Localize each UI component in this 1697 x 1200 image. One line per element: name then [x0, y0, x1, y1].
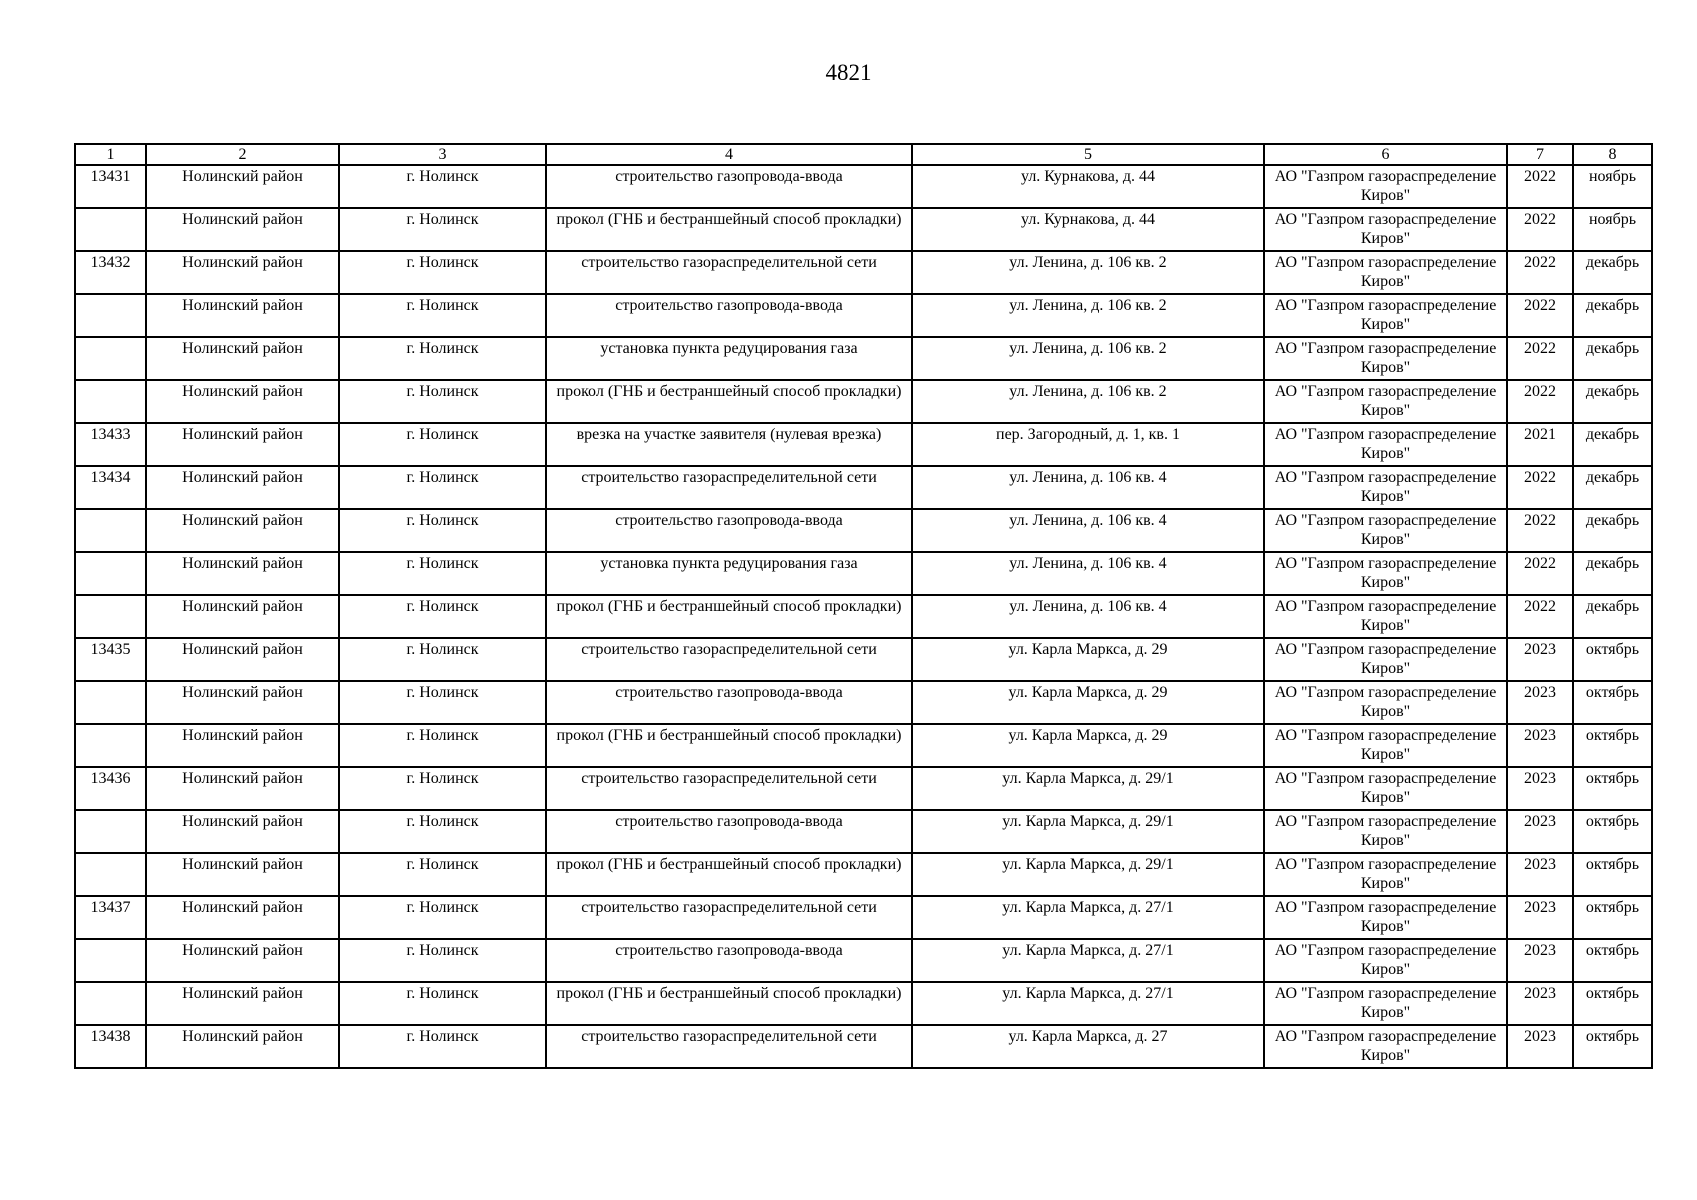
district-cell: Нолинский район [146, 337, 339, 380]
year-cell: 2022 [1507, 251, 1573, 294]
column-header: 2 [146, 144, 339, 165]
address-cell: ул. Ленина, д. 106 кв. 2 [912, 380, 1264, 423]
month-cell: октябрь [1573, 681, 1652, 724]
month-cell: октябрь [1573, 1025, 1652, 1068]
locality-cell: г. Нолинск [339, 724, 546, 767]
year-cell: 2023 [1507, 638, 1573, 681]
month-cell: декабрь [1573, 509, 1652, 552]
month-cell: октябрь [1573, 767, 1652, 810]
organization-cell: АО "Газпром газораспределение Киров" [1264, 337, 1507, 380]
year-cell: 2022 [1507, 466, 1573, 509]
year-cell: 2023 [1507, 767, 1573, 810]
year-cell: 2023 [1507, 853, 1573, 896]
address-cell: ул. Карла Маркса, д. 29 [912, 724, 1264, 767]
work-type-cell: прокол (ГНБ и бестраншейный способ прокладки) [546, 853, 912, 896]
table-row [75, 681, 1652, 724]
row-id-cell [75, 853, 146, 896]
month-cell: декабрь [1573, 552, 1652, 595]
address-cell: ул. Карла Маркса, д. 29 [912, 638, 1264, 681]
organization-cell: АО "Газпром газораспределение Киров" [1264, 294, 1507, 337]
organization-cell: АО "Газпром газораспределение Киров" [1264, 423, 1507, 466]
address-cell: ул. Ленина, д. 106 кв. 4 [912, 466, 1264, 509]
table-row [75, 853, 1652, 896]
table-row [75, 337, 1652, 380]
organization-cell: АО "Газпром газораспределение Киров" [1264, 466, 1507, 509]
month-cell: октябрь [1573, 810, 1652, 853]
row-id-cell [75, 337, 146, 380]
address-cell: ул. Ленина, д. 106 кв. 4 [912, 595, 1264, 638]
year-cell: 2022 [1507, 380, 1573, 423]
column-header: 6 [1264, 144, 1507, 165]
district-cell: Нолинский район [146, 165, 339, 208]
work-type-cell: строительство газопровода-ввода [546, 509, 912, 552]
table-row [75, 165, 1652, 208]
locality-cell: г. Нолинск [339, 896, 546, 939]
work-type-cell: установка пункта редуцирования газа [546, 337, 912, 380]
month-cell: октябрь [1573, 853, 1652, 896]
registry-table [74, 143, 1653, 1069]
column-header: 1 [75, 144, 146, 165]
district-cell: Нолинский район [146, 638, 339, 681]
row-id-cell [75, 595, 146, 638]
district-cell: Нолинский район [146, 681, 339, 724]
month-cell: декабрь [1573, 466, 1652, 509]
work-type-cell: строительство газопровода-ввода [546, 165, 912, 208]
table-row [75, 552, 1652, 595]
row-id-cell [75, 982, 146, 1025]
month-cell: октябрь [1573, 982, 1652, 1025]
table-row [75, 638, 1652, 681]
district-cell: Нолинский район [146, 208, 339, 251]
month-cell: октябрь [1573, 724, 1652, 767]
locality-cell: г. Нолинск [339, 337, 546, 380]
column-header: 3 [339, 144, 546, 165]
year-cell: 2022 [1507, 208, 1573, 251]
organization-cell: АО "Газпром газораспределение Киров" [1264, 638, 1507, 681]
work-type-cell: строительство газопровода-ввода [546, 294, 912, 337]
month-cell: декабрь [1573, 423, 1652, 466]
work-type-cell: строительство газораспределительной сети [546, 466, 912, 509]
work-type-cell: строительство газораспределительной сети [546, 1025, 912, 1068]
work-type-cell: прокол (ГНБ и бестраншейный способ прокладки) [546, 724, 912, 767]
year-cell: 2023 [1507, 982, 1573, 1025]
locality-cell: г. Нолинск [339, 165, 546, 208]
organization-cell: АО "Газпром газораспределение Киров" [1264, 1025, 1507, 1068]
locality-cell: г. Нолинск [339, 294, 546, 337]
district-cell: Нолинский район [146, 251, 339, 294]
row-id-cell [75, 208, 146, 251]
organization-cell: АО "Газпром газораспределение Киров" [1264, 939, 1507, 982]
year-cell: 2023 [1507, 939, 1573, 982]
year-cell: 2022 [1507, 294, 1573, 337]
locality-cell: г. Нолинск [339, 767, 546, 810]
district-cell: Нолинский район [146, 509, 339, 552]
district-cell: Нолинский район [146, 724, 339, 767]
table-row [75, 810, 1652, 853]
locality-cell: г. Нолинск [339, 638, 546, 681]
district-cell: Нолинский район [146, 896, 339, 939]
work-type-cell: строительство газораспределительной сети [546, 638, 912, 681]
locality-cell: г. Нолинск [339, 1025, 546, 1068]
table-row [75, 767, 1652, 810]
organization-cell: АО "Газпром газораспределение Киров" [1264, 251, 1507, 294]
district-cell: Нолинский район [146, 380, 339, 423]
table-row [75, 294, 1652, 337]
organization-cell: АО "Газпром газораспределение Киров" [1264, 165, 1507, 208]
locality-cell: г. Нолинск [339, 208, 546, 251]
work-type-cell: прокол (ГНБ и бестраншейный способ прокладки) [546, 208, 912, 251]
row-id-cell: 13436 [75, 767, 146, 810]
year-cell: 2022 [1507, 165, 1573, 208]
district-cell: Нолинский район [146, 466, 339, 509]
address-cell: ул. Карла Маркса, д. 27/1 [912, 896, 1264, 939]
row-id-cell [75, 681, 146, 724]
table-row [75, 724, 1652, 767]
work-type-cell: строительство газораспределительной сети [546, 767, 912, 810]
table-row [75, 380, 1652, 423]
district-cell: Нолинский район [146, 423, 339, 466]
locality-cell: г. Нолинск [339, 380, 546, 423]
organization-cell: АО "Газпром газораспределение Киров" [1264, 853, 1507, 896]
district-cell: Нолинский район [146, 552, 339, 595]
table-row [75, 982, 1652, 1025]
locality-cell: г. Нолинск [339, 982, 546, 1025]
address-cell: ул. Карла Маркса, д. 29/1 [912, 810, 1264, 853]
locality-cell: г. Нолинск [339, 423, 546, 466]
table-header [75, 144, 1652, 165]
column-header: 7 [1507, 144, 1573, 165]
work-type-cell: врезка на участке заявителя (нулевая врезка) [546, 423, 912, 466]
row-id-cell [75, 552, 146, 595]
locality-cell: г. Нолинск [339, 509, 546, 552]
month-cell: декабрь [1573, 251, 1652, 294]
work-type-cell: строительство газопровода-ввода [546, 810, 912, 853]
month-cell: декабрь [1573, 595, 1652, 638]
address-cell: ул. Карла Маркса, д. 27/1 [912, 939, 1264, 982]
organization-cell: АО "Газпром газораспределение Киров" [1264, 896, 1507, 939]
row-id-cell: 13438 [75, 1025, 146, 1068]
row-id-cell: 13432 [75, 251, 146, 294]
locality-cell: г. Нолинск [339, 251, 546, 294]
row-id-cell [75, 724, 146, 767]
locality-cell: г. Нолинск [339, 466, 546, 509]
organization-cell: АО "Газпром газораспределение Киров" [1264, 982, 1507, 1025]
table-row [75, 251, 1652, 294]
address-cell: ул. Карла Маркса, д. 27/1 [912, 982, 1264, 1025]
work-type-cell: строительство газораспределительной сети [546, 251, 912, 294]
year-cell: 2022 [1507, 552, 1573, 595]
organization-cell: АО "Газпром газораспределение Киров" [1264, 810, 1507, 853]
table-body [75, 165, 1652, 1068]
column-header: 5 [912, 144, 1264, 165]
district-cell: Нолинский район [146, 767, 339, 810]
table-row [75, 1025, 1652, 1068]
locality-cell: г. Нолинск [339, 552, 546, 595]
year-cell: 2023 [1507, 724, 1573, 767]
row-id-cell [75, 810, 146, 853]
organization-cell: АО "Газпром газораспределение Киров" [1264, 208, 1507, 251]
row-id-cell: 13435 [75, 638, 146, 681]
district-cell: Нолинский район [146, 939, 339, 982]
work-type-cell: строительство газопровода-ввода [546, 681, 912, 724]
address-cell: ул. Карла Маркса, д. 29/1 [912, 767, 1264, 810]
district-cell: Нолинский район [146, 810, 339, 853]
work-type-cell: строительство газораспределительной сети [546, 896, 912, 939]
table-row [75, 208, 1652, 251]
row-id-cell [75, 294, 146, 337]
work-type-cell: строительство газопровода-ввода [546, 939, 912, 982]
address-cell: ул. Курнакова, д. 44 [912, 208, 1264, 251]
year-cell: 2022 [1507, 337, 1573, 380]
table-row [75, 595, 1652, 638]
address-cell: ул. Ленина, д. 106 кв. 2 [912, 294, 1264, 337]
address-cell: ул. Ленина, д. 106 кв. 4 [912, 552, 1264, 595]
page-number: 4821 [825, 60, 872, 85]
year-cell: 2021 [1507, 423, 1573, 466]
column-header: 8 [1573, 144, 1652, 165]
organization-cell: АО "Газпром газораспределение Киров" [1264, 380, 1507, 423]
address-cell: ул. Ленина, д. 106 кв. 2 [912, 337, 1264, 380]
table-row [75, 466, 1652, 509]
row-id-cell: 13437 [75, 896, 146, 939]
locality-cell: г. Нолинск [339, 595, 546, 638]
locality-cell: г. Нолинск [339, 939, 546, 982]
district-cell: Нолинский район [146, 982, 339, 1025]
organization-cell: АО "Газпром газораспределение Киров" [1264, 509, 1507, 552]
locality-cell: г. Нолинск [339, 853, 546, 896]
district-cell: Нолинский район [146, 1025, 339, 1068]
row-id-cell [75, 509, 146, 552]
month-cell: декабрь [1573, 294, 1652, 337]
row-id-cell [75, 380, 146, 423]
organization-cell: АО "Газпром газораспределение Киров" [1264, 681, 1507, 724]
year-cell: 2022 [1507, 509, 1573, 552]
address-cell: ул. Курнакова, д. 44 [912, 165, 1264, 208]
table-row [75, 896, 1652, 939]
row-id-cell: 13433 [75, 423, 146, 466]
district-cell: Нолинский район [146, 595, 339, 638]
district-cell: Нолинский район [146, 294, 339, 337]
organization-cell: АО "Газпром газораспределение Киров" [1264, 595, 1507, 638]
address-cell: ул. Карла Маркса, д. 29 [912, 681, 1264, 724]
table-row [75, 423, 1652, 466]
row-id-cell [75, 939, 146, 982]
address-cell: ул. Ленина, д. 106 кв. 2 [912, 251, 1264, 294]
row-id-cell: 13431 [75, 165, 146, 208]
district-cell: Нолинский район [146, 853, 339, 896]
year-cell: 2023 [1507, 1025, 1573, 1068]
work-type-cell: прокол (ГНБ и бестраншейный способ прокладки) [546, 982, 912, 1025]
header-row [75, 144, 1652, 165]
organization-cell: АО "Газпром газораспределение Киров" [1264, 767, 1507, 810]
table-row [75, 939, 1652, 982]
month-cell: декабрь [1573, 337, 1652, 380]
year-cell: 2023 [1507, 896, 1573, 939]
address-cell: ул. Карла Маркса, д. 27 [912, 1025, 1264, 1068]
organization-cell: АО "Газпром газораспределение Киров" [1264, 552, 1507, 595]
month-cell: октябрь [1573, 638, 1652, 681]
year-cell: 2022 [1507, 595, 1573, 638]
locality-cell: г. Нолинск [339, 810, 546, 853]
work-type-cell: установка пункта редуцирования газа [546, 552, 912, 595]
organization-cell: АО "Газпром газораспределение Киров" [1264, 724, 1507, 767]
month-cell: октябрь [1573, 896, 1652, 939]
work-type-cell: прокол (ГНБ и бестраншейный способ прокладки) [546, 380, 912, 423]
address-cell: ул. Карла Маркса, д. 29/1 [912, 853, 1264, 896]
year-cell: 2023 [1507, 681, 1573, 724]
table-row [75, 509, 1652, 552]
month-cell: декабрь [1573, 380, 1652, 423]
column-header: 4 [546, 144, 912, 165]
address-cell: пер. Загородный, д. 1, кв. 1 [912, 423, 1264, 466]
month-cell: октябрь [1573, 939, 1652, 982]
month-cell: ноябрь [1573, 208, 1652, 251]
address-cell: ул. Ленина, д. 106 кв. 4 [912, 509, 1264, 552]
month-cell: ноябрь [1573, 165, 1652, 208]
locality-cell: г. Нолинск [339, 681, 546, 724]
work-type-cell: прокол (ГНБ и бестраншейный способ прокладки) [546, 595, 912, 638]
year-cell: 2023 [1507, 810, 1573, 853]
row-id-cell: 13434 [75, 466, 146, 509]
